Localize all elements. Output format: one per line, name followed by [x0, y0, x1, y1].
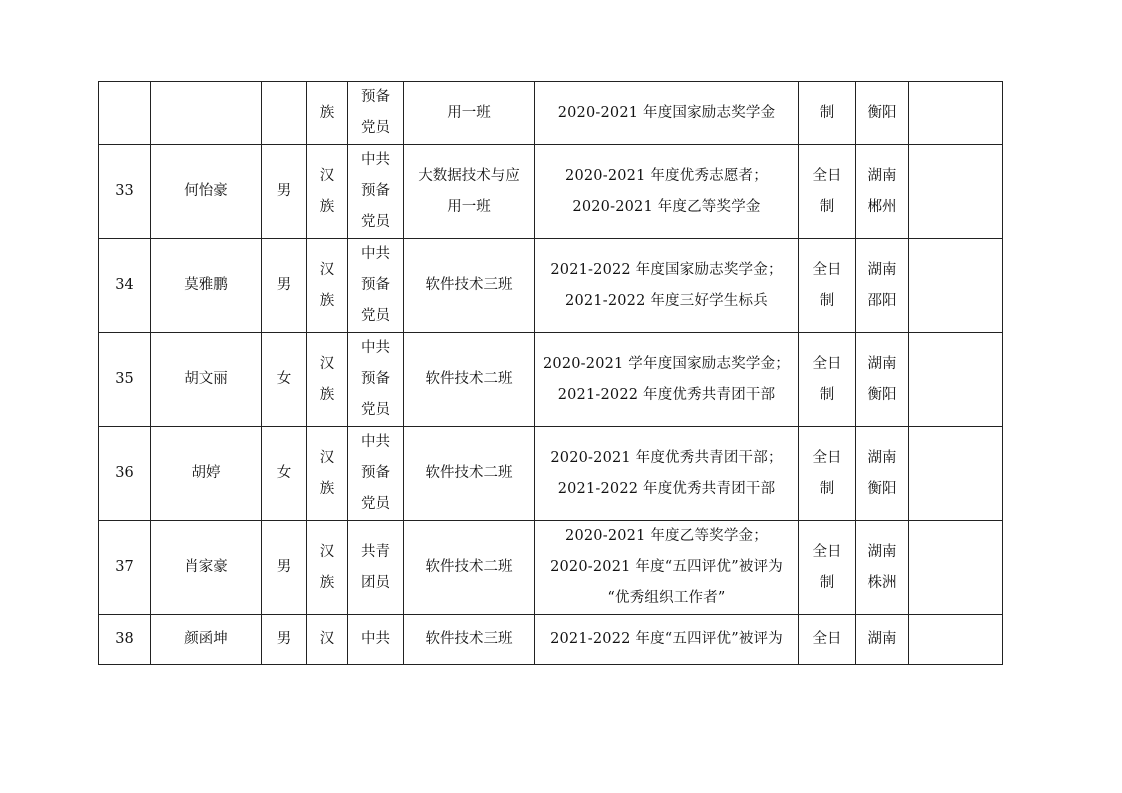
cell-gender: 男: [262, 615, 307, 665]
cell-gender: 女: [262, 427, 307, 521]
cell-origin: 湖南 株洲: [856, 521, 909, 615]
cell-origin: 衡阳: [856, 82, 909, 145]
cell-study-mode: 全日 制: [799, 333, 856, 427]
cell-study-mode: 全日 制: [799, 427, 856, 521]
cell-political-status: 中共 预备 党员: [348, 239, 404, 333]
table-row: [99, 333, 1003, 427]
cell-awards: 2020-2021 年度优秀志愿者； 2020-2021 年度乙等奖学金: [535, 145, 799, 239]
cell-study-mode: 全日 制: [799, 145, 856, 239]
table-row: [99, 521, 1003, 615]
cell-gender: 男: [262, 145, 307, 239]
cell-origin: 湖南: [856, 615, 909, 665]
cell-gender: 女: [262, 333, 307, 427]
cell-remark: [909, 333, 1003, 427]
cell-gender: [262, 82, 307, 145]
cell-origin: 湖南 郴州: [856, 145, 909, 239]
cell-no: 37: [99, 521, 151, 615]
cell-remark: [909, 239, 1003, 333]
cell-no: 35: [99, 333, 151, 427]
cell-remark: [909, 615, 1003, 665]
cell-origin: 湖南 衡阳: [856, 427, 909, 521]
cell-gender: 男: [262, 239, 307, 333]
cell-class: 软件技术二班: [404, 333, 535, 427]
cell-name: 胡文丽: [151, 333, 262, 427]
cell-awards: 2021-2022 年度“五四评优”被评为: [535, 615, 799, 665]
cell-ethnicity: 汉 族: [307, 239, 348, 333]
cell-political-status: 中共 预备 党员: [348, 333, 404, 427]
cell-political-status: 共青 团员: [348, 521, 404, 615]
cell-name: [151, 82, 262, 145]
table-row: [99, 145, 1003, 239]
cell-study-mode: 全日 制: [799, 239, 856, 333]
cell-ethnicity: 族: [307, 82, 348, 145]
cell-study-mode: 全日: [799, 615, 856, 665]
cell-political-status: 中共 预备 党员: [348, 145, 404, 239]
cell-origin: 湖南 衡阳: [856, 333, 909, 427]
cell-study-mode: 制: [799, 82, 856, 145]
cell-name: 颜函坤: [151, 615, 262, 665]
cell-no: 36: [99, 427, 151, 521]
cell-awards: 2021-2022 年度国家励志奖学金； 2021-2022 年度三好学生标兵: [535, 239, 799, 333]
cell-name: 何怡豪: [151, 145, 262, 239]
cell-awards: 2020-2021 年度国家励志奖学金: [535, 82, 799, 145]
cell-class: 软件技术三班: [404, 615, 535, 665]
cell-no: 33: [99, 145, 151, 239]
cell-awards: 2020-2021 学年度国家励志奖学金； 2021-2022 年度优秀共青团干部: [535, 333, 799, 427]
cell-political-status: 中共: [348, 615, 404, 665]
cell-no: 34: [99, 239, 151, 333]
cell-study-mode: 全日 制: [799, 521, 856, 615]
cell-remark: [909, 145, 1003, 239]
cell-remark: [909, 82, 1003, 145]
cell-ethnicity: 汉 族: [307, 521, 348, 615]
cell-no: [99, 82, 151, 145]
cell-name: 莫雅鹏: [151, 239, 262, 333]
cell-ethnicity: 汉 族: [307, 145, 348, 239]
cell-class: 软件技术三班: [404, 239, 535, 333]
cell-gender: 男: [262, 521, 307, 615]
cell-class: 软件技术二班: [404, 521, 535, 615]
cell-remark: [909, 427, 1003, 521]
cell-awards: 2020-2021 年度优秀共青团干部； 2021-2022 年度优秀共青团干部: [535, 427, 799, 521]
cell-class: 软件技术二班: [404, 427, 535, 521]
table-row: [99, 615, 1003, 665]
cell-ethnicity: 汉 族: [307, 333, 348, 427]
cell-class: 用一班: [404, 82, 535, 145]
cell-name: 肖家豪: [151, 521, 262, 615]
cell-name: 胡婷: [151, 427, 262, 521]
table-row: [99, 82, 1003, 145]
cell-no: 38: [99, 615, 151, 665]
cell-awards: 2020-2021 年度乙等奖学金； 2020-2021 年度“五四评优”被评为 “优秀组织工作者”: [535, 521, 799, 615]
table-row: [99, 239, 1003, 333]
cell-political-status: 中共 预备 党员: [348, 427, 404, 521]
table-row: [99, 427, 1003, 521]
student-awards-table: [98, 81, 1003, 665]
cell-origin: 湖南 邵阳: [856, 239, 909, 333]
cell-political-status: 预备 党员: [348, 82, 404, 145]
cell-class: 大数据技术与应 用一班: [404, 145, 535, 239]
cell-ethnicity: 汉: [307, 615, 348, 665]
cell-remark: [909, 521, 1003, 615]
cell-ethnicity: 汉 族: [307, 427, 348, 521]
